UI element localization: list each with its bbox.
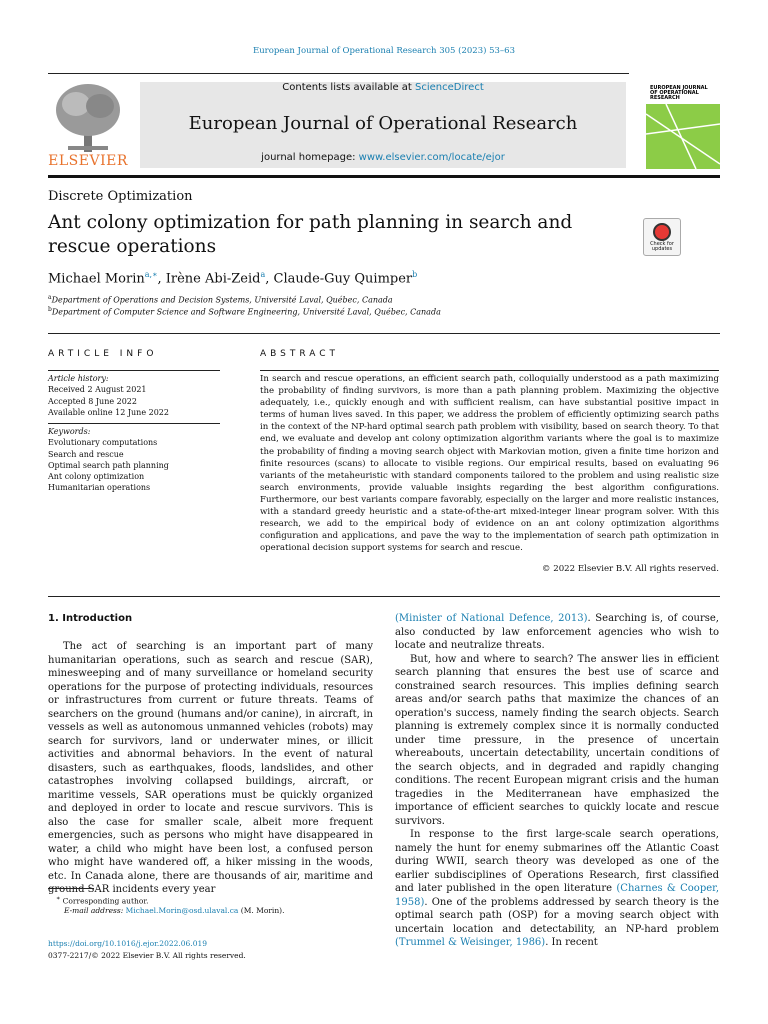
citation-link[interactable]: (Charnes & Cooper, 1958) xyxy=(395,883,720,908)
cover-title: EUROPEAN JOURNAL OF OPERATIONAL RESEARCH xyxy=(650,85,708,101)
author-name[interactable]: Claude-Guy Quimper xyxy=(273,271,413,287)
author-affil-mark[interactable]: b xyxy=(412,270,418,279)
keywords-label: Keywords: xyxy=(48,427,91,436)
section-heading-introduction: 1. Introduction xyxy=(48,613,133,624)
affiliation-text: Department of Operations and Decision Systems, Université Laval, Québec, Canada xyxy=(51,295,393,305)
author-affil-mark[interactable]: a,∗ xyxy=(144,270,158,279)
paragraph-text: In response to the first large-scale search operations, namely the hunt for enemy submarines off the Atlantic Coast during WWII, search theory was developed as one of the earlier subdisciplines of Operations Research, first classified and later published in the open literature xyxy=(395,829,719,894)
abstract-heading: ABSTRACT xyxy=(260,349,340,359)
journal-citation-link[interactable]: European Journal of Operational Research 305 (2023) 53–63 xyxy=(252,46,515,56)
article-section: Discrete Optimization xyxy=(48,189,193,204)
citation-link[interactable]: (Minister of National Defence, 2013) xyxy=(395,613,588,624)
paragraph-text: . Searching is, of course, also conducted by law enforcement agencies who wish to locate and neutralize threats. xyxy=(395,613,719,651)
article-title: Ant colony optimization for path planning in search and rescue operations xyxy=(48,212,573,257)
journal-cover-image xyxy=(646,74,720,169)
keywords xyxy=(48,426,220,494)
abstract-bottom-rule xyxy=(48,596,720,597)
history-item: Accepted 8 June 2022 xyxy=(48,396,137,406)
journal-homepage-link[interactable]: www.elsevier.com/locate/ejor xyxy=(358,152,505,163)
affiliation-b xyxy=(48,306,441,317)
contents-prefix: Contents lists available at xyxy=(282,82,416,93)
check-updates-label: Check for updates xyxy=(650,241,674,252)
header-rule xyxy=(48,73,629,74)
footnote-mark: ∗ xyxy=(56,895,61,902)
paragraph-text: . One of the problems addressed by search theory is the optimal search path (OSP) for a moving search object with uncertain location and detectability, an NP-hard problem xyxy=(395,896,719,935)
citation-link[interactable]: (Trummel & Weisinger, 1986) xyxy=(395,937,546,948)
author-name[interactable]: Irène Abi-Zeid xyxy=(165,271,261,287)
email-link[interactable]: Michael.Morin@osd.ulaval.ca xyxy=(125,906,239,915)
footnote-rule xyxy=(48,888,94,889)
author-list xyxy=(48,270,417,286)
abstract-rule xyxy=(260,370,719,371)
keyword-item: Search and rescue xyxy=(48,449,124,459)
elsevier-wordmark: ELSEVIER xyxy=(48,153,128,169)
keyword-item: Evolutionary computations xyxy=(48,438,158,448)
email-label: E-mail address: xyxy=(64,906,124,915)
check-updates-icon xyxy=(653,223,671,241)
author-separator: , xyxy=(157,271,166,287)
email-suffix: (M. Morin). xyxy=(240,906,285,915)
journal-title: European Journal of Operational Research xyxy=(188,113,578,134)
doi-link[interactable]: https://doi.org/10.1016/j.ejor.2022.06.019 xyxy=(48,939,208,948)
history-item: Available online 12 June 2022 xyxy=(48,407,169,417)
keyword-item: Ant colony optimization xyxy=(48,472,145,482)
affiliation-a xyxy=(48,294,393,305)
header-thick-rule xyxy=(48,175,720,178)
paragraph xyxy=(395,828,719,950)
abstract-text: In search and rescue operations, an efficient search path, colloquially understood as a path maximizing the probability of finding survivors, is more than a path planning problem. Maximizing the objective adequately, i.e., quickly enough and with sufficient realism, can have substantial positive impact in terms of human lives saved. In this paper, we address the problem of efficiently optimizing search paths in the context of the NP-hard optimal search path problem with visibility, based on search theory. To that end, we evaluate and develop ant colony optimization algorithm variants where the goal is to maximize the probability of finding a moving search object with Markovian motion, given a finite time horizon and finite resources (scans) to allocate to visible regions. Our empirical results, based on evaluating 96 variants of the metaheuristic with standard components tailored to the problem and using realistic size search environments, provide valuable insights regarding the best algorithm configurations. Furthermore, our best variants compare favorably, especially on the larger and more realistic instances, with a standard greedy heuristic and a state-of-the-art mixed-integer linear program solver. With this research, we add to the empirical body of evidence on an ant colony optimization algorithms configuration and applications, and pave the way to the implementation of search path optimization in operational decision support systems for search and rescue. xyxy=(260,374,719,554)
issn-line: 0377-2217/© 2022 Elsevier B.V. All rights reserved. xyxy=(48,951,246,960)
affiliation-text: Department of Computer Science and Software Engineering, Université Laval, Québec, Canada xyxy=(51,307,441,317)
history-label: Article history: xyxy=(48,374,109,383)
footnote-text: Corresponding author. xyxy=(62,896,149,906)
affiliation-mark: a xyxy=(48,294,52,301)
sciencedirect-link[interactable]: ScienceDirect xyxy=(415,82,484,93)
keyword-item: Humanitarian operations xyxy=(48,483,151,493)
check-for-updates-badge[interactable] xyxy=(643,218,681,256)
info-top-rule xyxy=(48,333,720,334)
body-column-left xyxy=(48,640,373,897)
footnote-email xyxy=(64,905,284,917)
paragraph-text: . In recent xyxy=(545,937,598,948)
article-info-heading: ARTICLE INFO xyxy=(48,349,158,359)
keyword-item: Optimal search path planning xyxy=(48,460,169,470)
abstract-copyright: © 2022 Elsevier B.V. All rights reserved. xyxy=(541,564,719,574)
author-separator: , xyxy=(265,271,274,287)
author-affil-mark[interactable]: a xyxy=(260,270,266,279)
paragraph xyxy=(395,612,719,653)
keywords-rule xyxy=(48,423,220,424)
article-info-rule xyxy=(48,370,220,371)
body-column-right xyxy=(395,612,719,950)
paragraph: The act of searching is an important part of many humanitarian operations, such as search and rescue (SAR), minesweeping and of many surveillance or homeland security operations for the purpose of protecting individuals, resources or infrastructures from current or future threats. Teams of searchers on the ground (humans and/or canine), in aircraft, in vessels as well as autonomous unmanned vehicles (robots) may search for survivors, land or underwater mines, or illicit activities and abnormal behaviors. In the event of natural disasters, such as earthquakes, floods, landslides, and other catastrophes involving collapsed buildings, aircraft, or maritime vessels, SAR operations must be quickly organized and deployed in order to locate and rescue survivors. This is also the case for smaller scale, albeit more frequent emergencies, such as persons who might have disappeared in water, a child who might have been lost, a confused person who might have wandered off, a hiker missing in the woods, etc. In Canada alone, there are thousands of air, maritime and ground SAR incidents every year xyxy=(48,641,373,895)
article-history xyxy=(48,373,220,418)
homepage-line xyxy=(140,152,626,163)
author-name[interactable]: Michael Morin xyxy=(48,271,145,287)
affiliation-mark: b xyxy=(48,306,52,313)
paragraph: But, how and where to search? The answer lies in efficient search planning that ensures the best use of scarce and constrained search resources. This implies defining search areas and/or search paths that maximize the chances of an operation's success, namely finding the search objects. Search planning is extremely complex since it is normally conducted under time pressure, in the presence of uncertain whereabouts, uncertain detectability, uncertain conditions of the search objects, and in degraded and rapidly changing conditions. The recent European migrant crisis and the human tragedies in the Mediterranean have emphasized the importance of efficient searches to quickly locate and rescue survivors. xyxy=(395,653,719,827)
contents-line xyxy=(140,82,626,93)
history-item: Received 2 August 2021 xyxy=(48,385,147,395)
homepage-prefix: journal homepage: xyxy=(261,152,359,163)
